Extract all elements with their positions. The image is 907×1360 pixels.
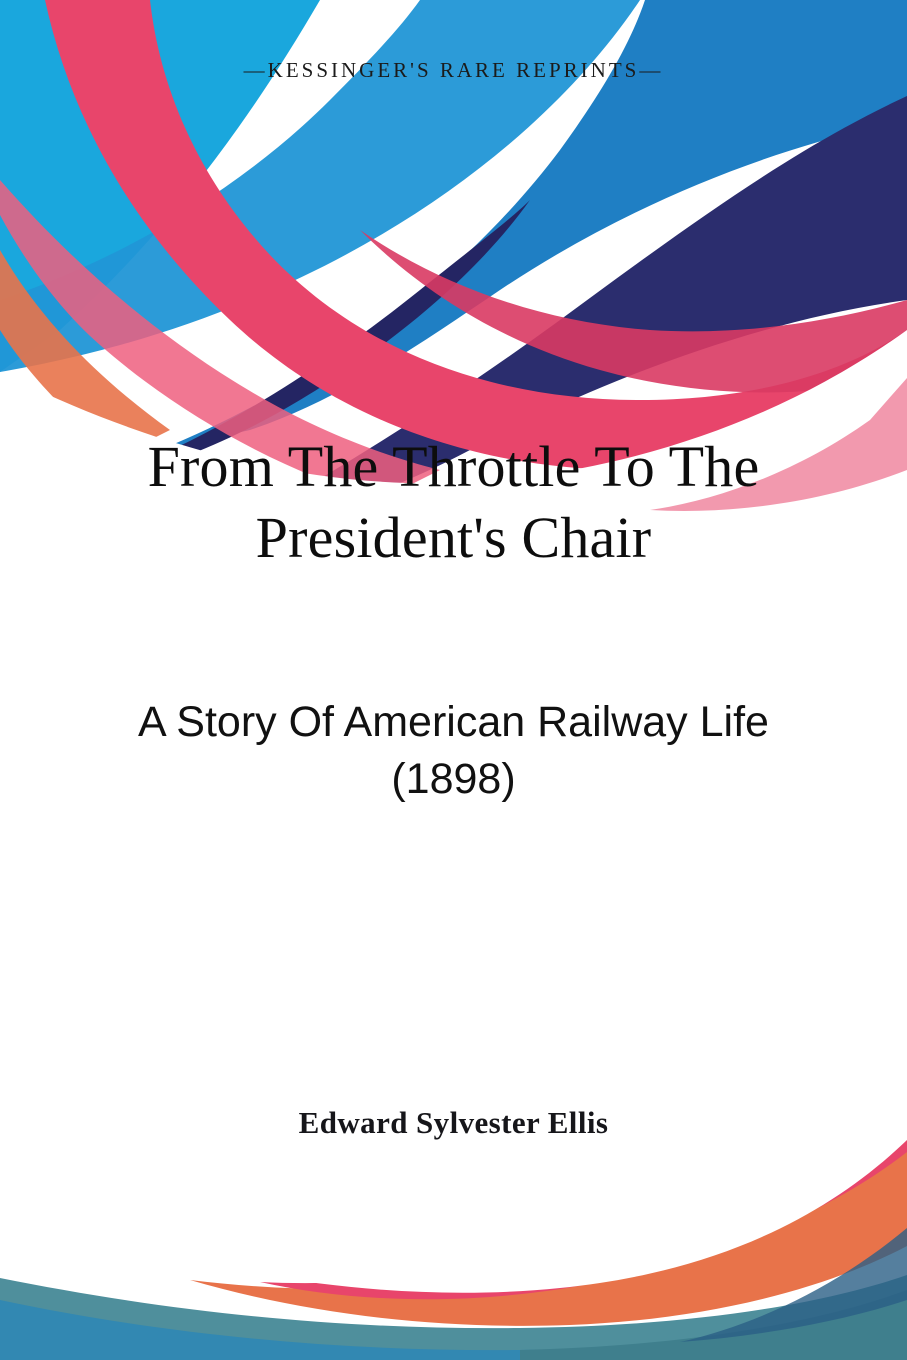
subtitle-block: [95, 694, 812, 808]
author-block: [80, 1105, 827, 1141]
book-title: From The Throttle To The President's Chair: [147, 434, 760, 570]
publisher-brand: [0, 58, 907, 83]
title-block: [80, 432, 827, 574]
book-subtitle: A Story Of American Railway Life (1898): [138, 698, 769, 803]
book-author: Edward Sylvester Ellis: [298, 1105, 609, 1140]
publisher-brand-text: —KESSINGER'S RARE REPRINTS—: [243, 58, 664, 82]
